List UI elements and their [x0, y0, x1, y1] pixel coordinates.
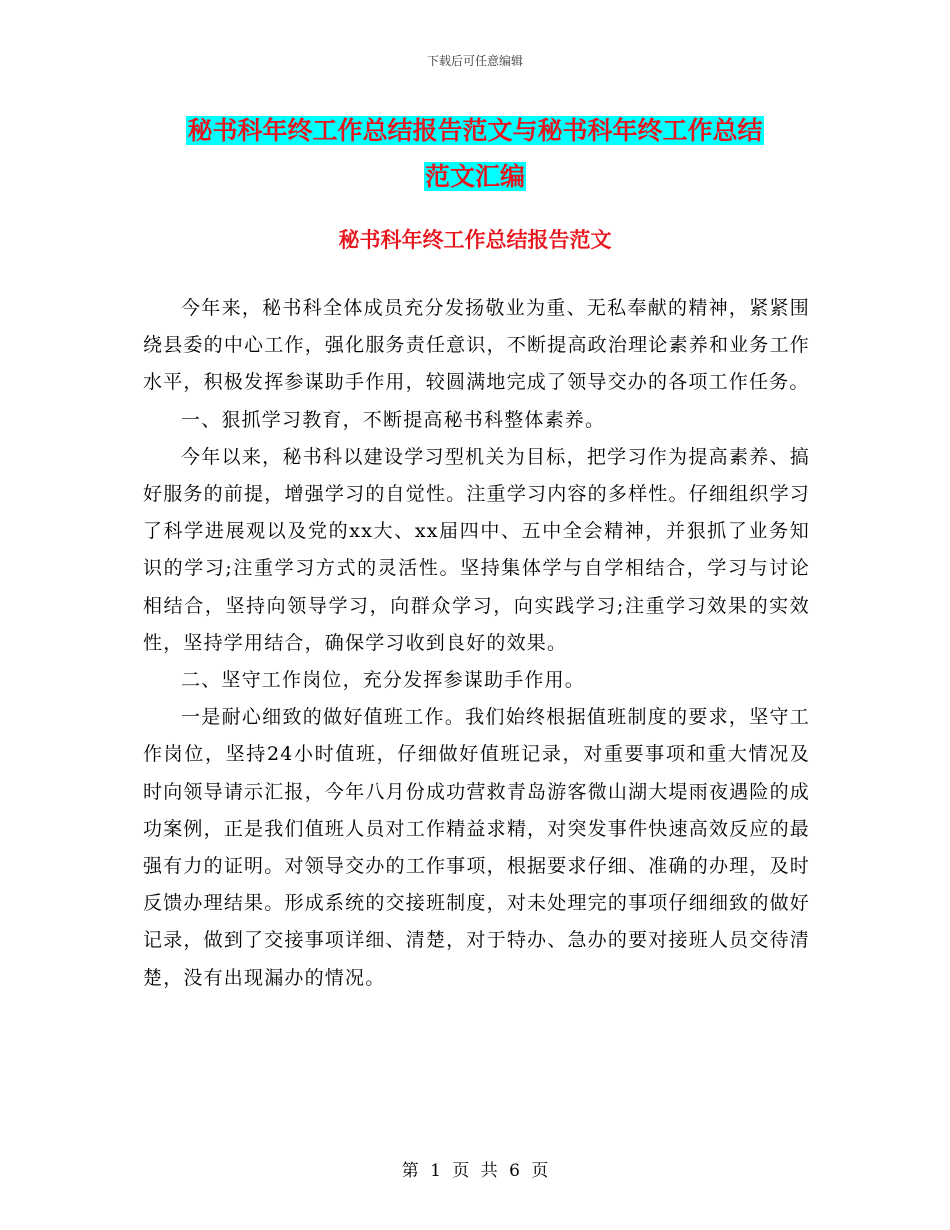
paragraph-heading-1: 一、狠抓学习教育，不断提高秘书科整体素养。	[181, 408, 606, 431]
header-note: 下载后可任意编辑	[426, 54, 523, 68]
document-body	[143, 290, 810, 997]
paragraph-heading-2: 二、坚守工作岗位，充分发挥参谋助手作用。	[181, 669, 586, 692]
document-title	[150, 108, 800, 200]
section-title: 秘书科年终工作总结报告范文	[338, 227, 612, 252]
paragraph-intro: 今年来，秘书科全体成员充分发扬敬业为重、无私奉献的精神，紧紧围绕县委的中心工作，强化服务责任意识，不断提高政治理论素养和业务工作水平，积极发挥参谋助手作用，较圆满地完成了领导交办的各项工作任务。	[143, 297, 810, 394]
page-number: 第 1 页 共 6 页	[401, 1161, 549, 1181]
paragraph-duty: 一是耐心细致的做好值班工作。我们始终根据值班制度的要求，坚守工作岗位，坚持24小时值班，仔细做好值班记录，对重要事项和重大情况及时向领导请示汇报，今年八月份成功营救青岛游客微山湖大堤雨夜遇险的成功案例，正是我们值班人员对工作精益求精，对突发事件快速高效反应的最强有力的证明。对领导交办的工作事项，根据要求仔细、准确的办理，及时反馈办理结果。形成系统的交接班制度，对未处理完的事项仔细细致的做好记录，做到了交接事项详细、清楚，对于特办、急办的要对接班人员交待清楚，没有出现漏办的情况。	[143, 706, 810, 989]
document-title-line-1: 秘书科年终工作总结报告范文与秘书科年终工作总结	[187, 116, 763, 145]
paragraph-study: 今年以来，秘书科以建设学习型机关为目标，把学习作为提高素养、搞好服务的前提，增强学习的自觉性。注重学习内容的多样性。仔细组织学习了科学进展观以及党的xx大、xx届四中、五中全会精神，并狠抓了业务知识的学习;注重学习方式的灵活性。坚持集体学与自学相结合，学习与讨论相结合，坚持向领导学习，向群众学习，向实践学习;注重学习效果的实效性，坚持学用结合，确保学习收到良好的效果。	[143, 445, 810, 654]
document-title-line-2: 范文汇编	[424, 162, 525, 191]
